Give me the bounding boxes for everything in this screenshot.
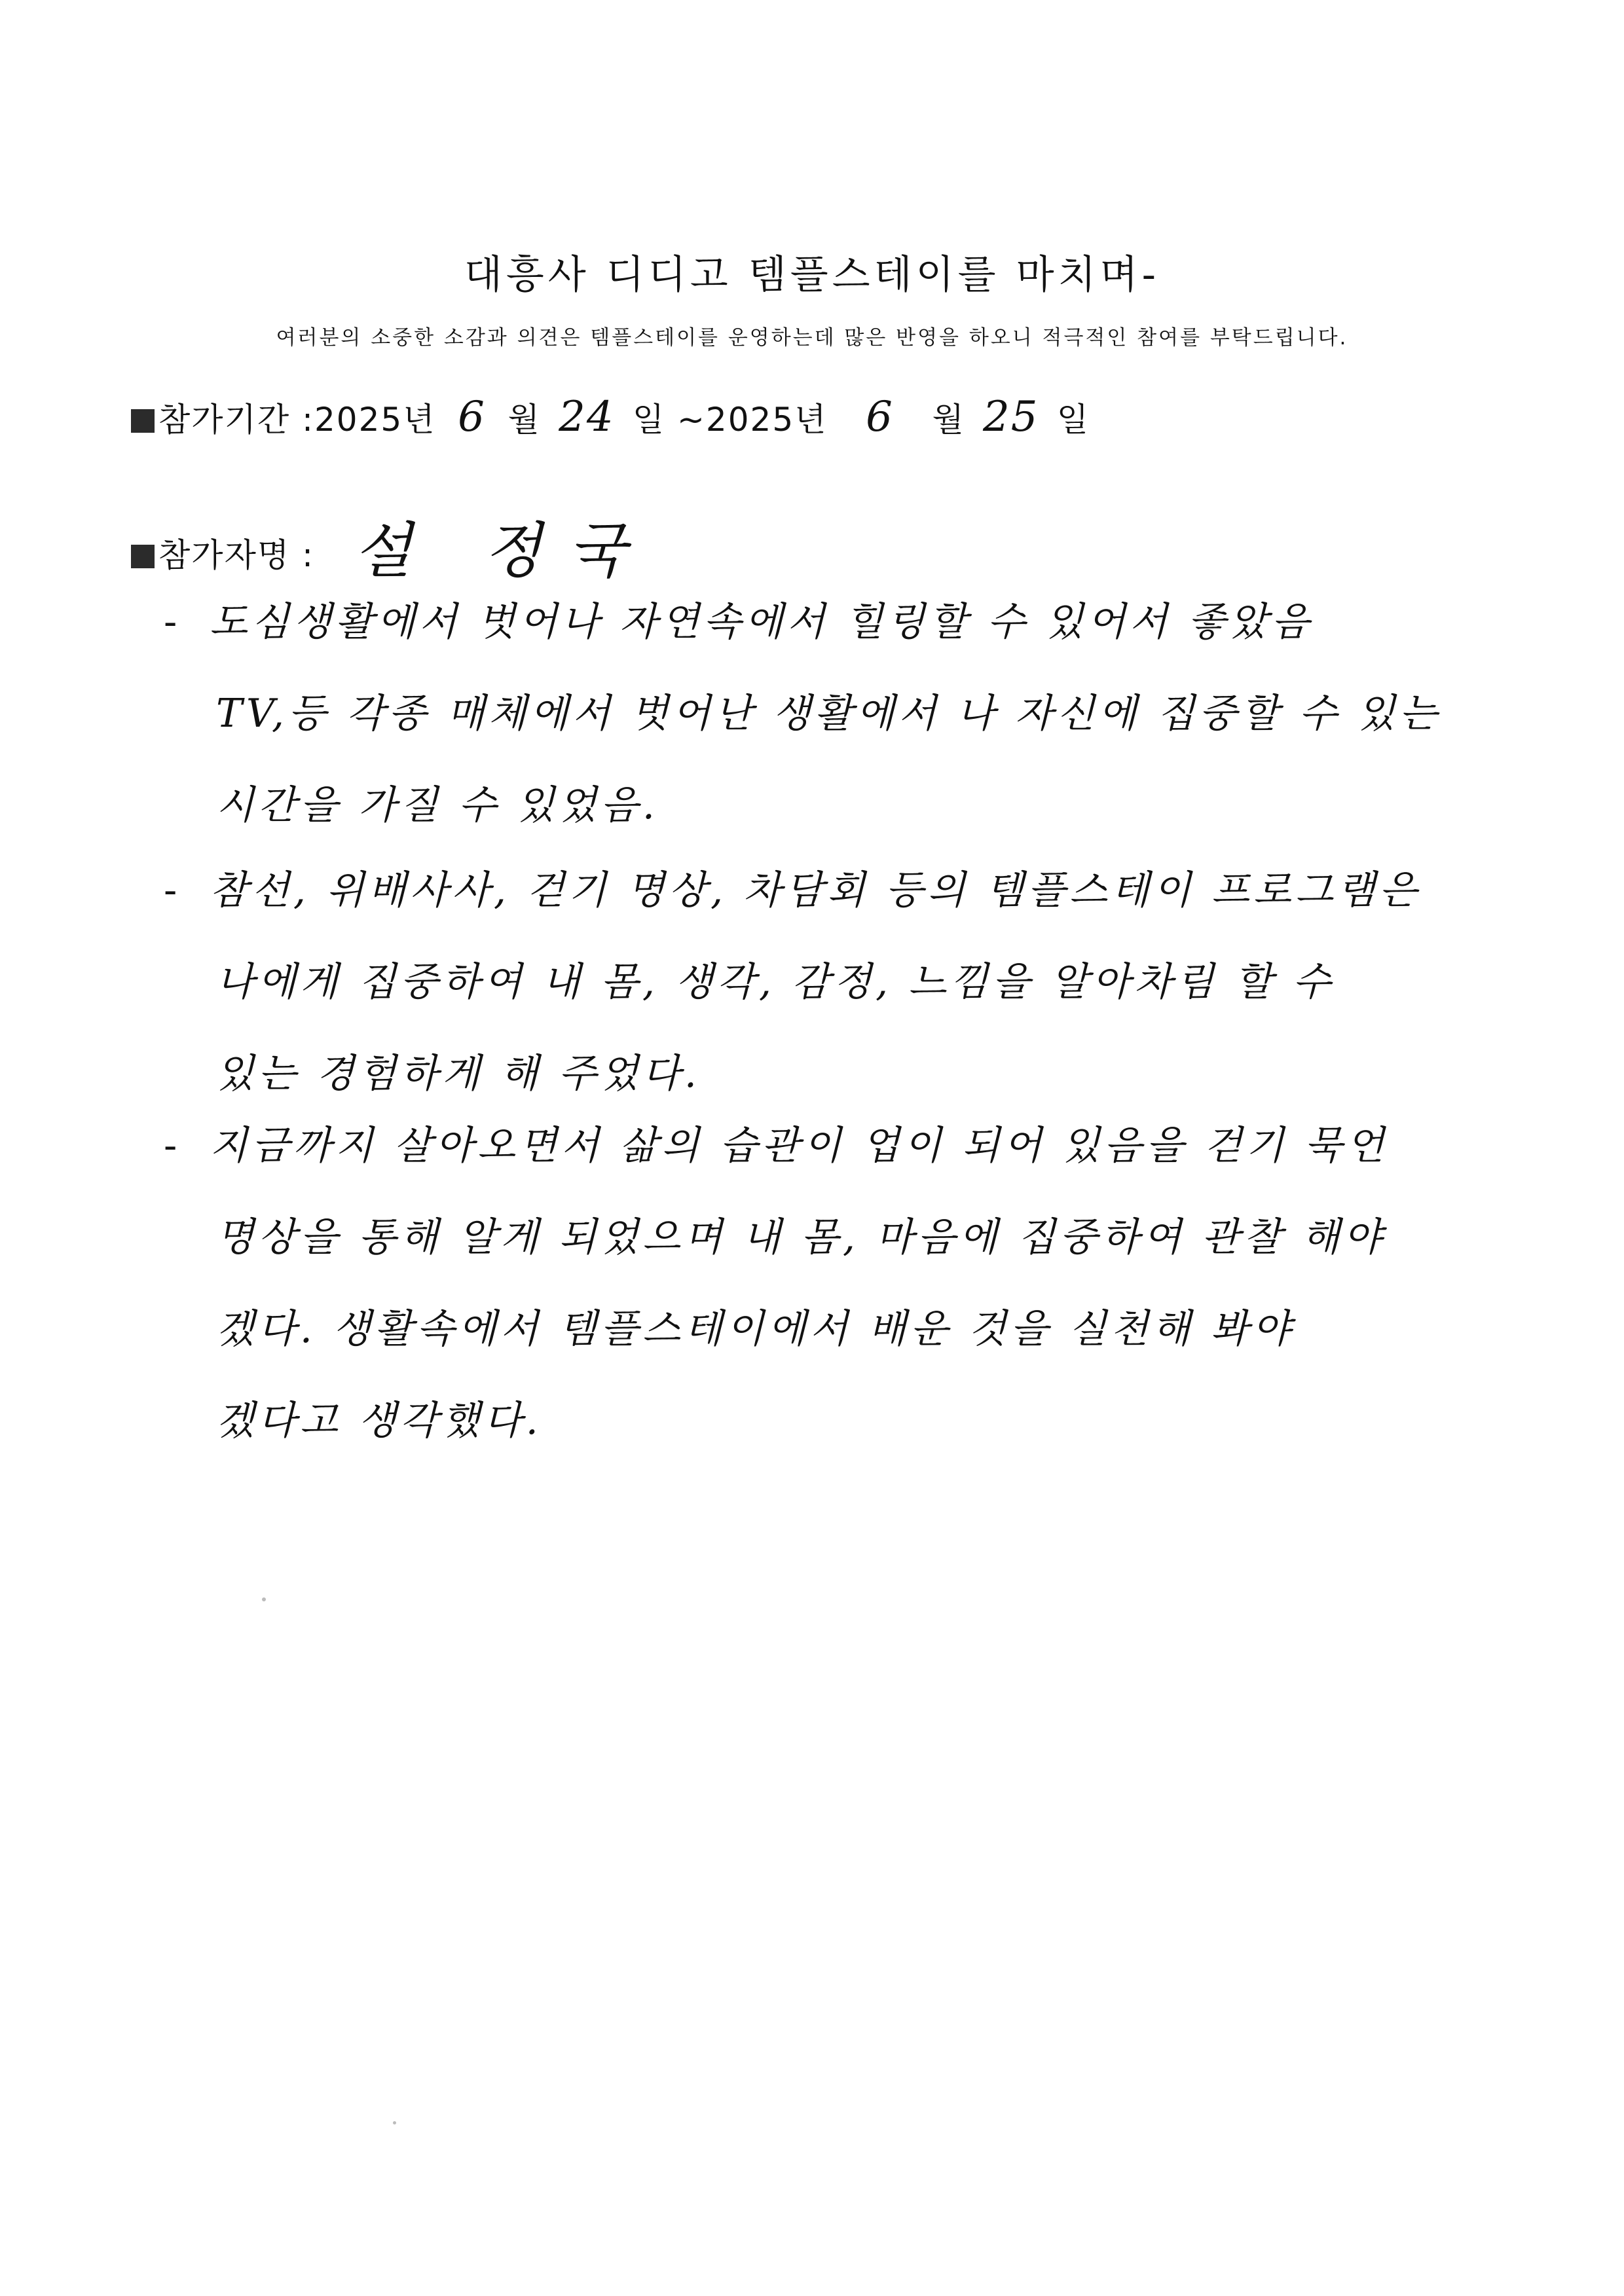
feedback-line (164, 1100, 1473, 1192)
feedback-paragraph-2 (164, 845, 1473, 1120)
feedback-line (164, 845, 1473, 936)
period-end-month: 6 (866, 393, 894, 441)
period-day-unit: 일 ~ (632, 401, 706, 439)
scan-speck (393, 2121, 396, 2124)
period-month-unit: 월 (507, 401, 541, 439)
period-end-year: 2025년 (705, 401, 828, 439)
feedback-line-text: 있는 경험하게 해 주었다. (216, 1051, 701, 1097)
square-bullet-icon (131, 545, 155, 568)
feedback-line-text: 명상을 통해 알게 되었으며 내 몸, 마음에 집중하여 관찰 해야 (216, 1214, 1386, 1260)
participant-name-field (131, 498, 652, 584)
form-title: 대흥사 디디고 템플스테이를 마치며- (464, 252, 1160, 298)
feedback-line (164, 576, 1473, 668)
period-end-day: 25 (983, 393, 1039, 441)
feedback-line-text: 겠다. 생활속에서 템플스테이에서 배운 것을 실천해 봐야 (216, 1306, 1295, 1352)
square-bullet-icon (131, 409, 155, 433)
dash-mark: - (164, 1123, 181, 1169)
period-month-unit: 월 (932, 401, 965, 439)
feedback-line (164, 1375, 1473, 1467)
feedback-line (164, 759, 1473, 851)
feedback-line-text: 지금까지 살아오면서 삶의 습관이 업이 되어 있음을 걷기 묵언 (210, 1123, 1388, 1169)
feedback-line (164, 1283, 1473, 1375)
feedback-line-text: 참선, 위배사사, 걷기 명상, 차담회 등의 템플스테이 프로그램은 (210, 867, 1421, 913)
period-start-day: 24 (559, 393, 615, 441)
feedback-paragraph-3 (164, 1100, 1473, 1467)
period-start-month: 6 (458, 393, 486, 441)
period-label: 참가기간 : (158, 401, 314, 439)
participation-period-field (131, 393, 1090, 441)
feedback-line-text: 시간을 가질 수 있었음. (216, 782, 659, 828)
participant-label: 참가자명 : (158, 536, 314, 574)
feedback-paragraph-1 (164, 576, 1473, 851)
feedback-line-text: 도심생활에서 벗어나 자연속에서 힐링할 수 있어서 좋았음 (210, 599, 1314, 645)
feedback-line-text: TV,등 각종 매체에서 벗어난 생활에서 나 자신에 집중할 수 있는 (216, 691, 1441, 737)
participant-name: 설 정국 (353, 516, 652, 586)
feedback-line-text: 겠다고 생각했다. (216, 1398, 542, 1444)
dash-mark: - (164, 867, 181, 913)
period-day-unit: 일 (1056, 401, 1090, 439)
feedback-line-text: 나에게 집중하여 내 몸, 생각, 감정, 느낌을 알아차림 할 수 (216, 959, 1335, 1005)
dash-mark: - (164, 599, 181, 645)
feedback-line (164, 1192, 1473, 1283)
period-start-year: 2025년 (314, 401, 436, 439)
scan-speck (262, 1597, 266, 1601)
feedback-line (164, 936, 1473, 1028)
feedback-line (164, 668, 1473, 759)
form-instructions: 여러분의 소중한 소감과 의견은 템플스테이를 운영하는데 많은 반영을 하오니 적극적인 참여를 부탁드립니다. (276, 326, 1348, 350)
